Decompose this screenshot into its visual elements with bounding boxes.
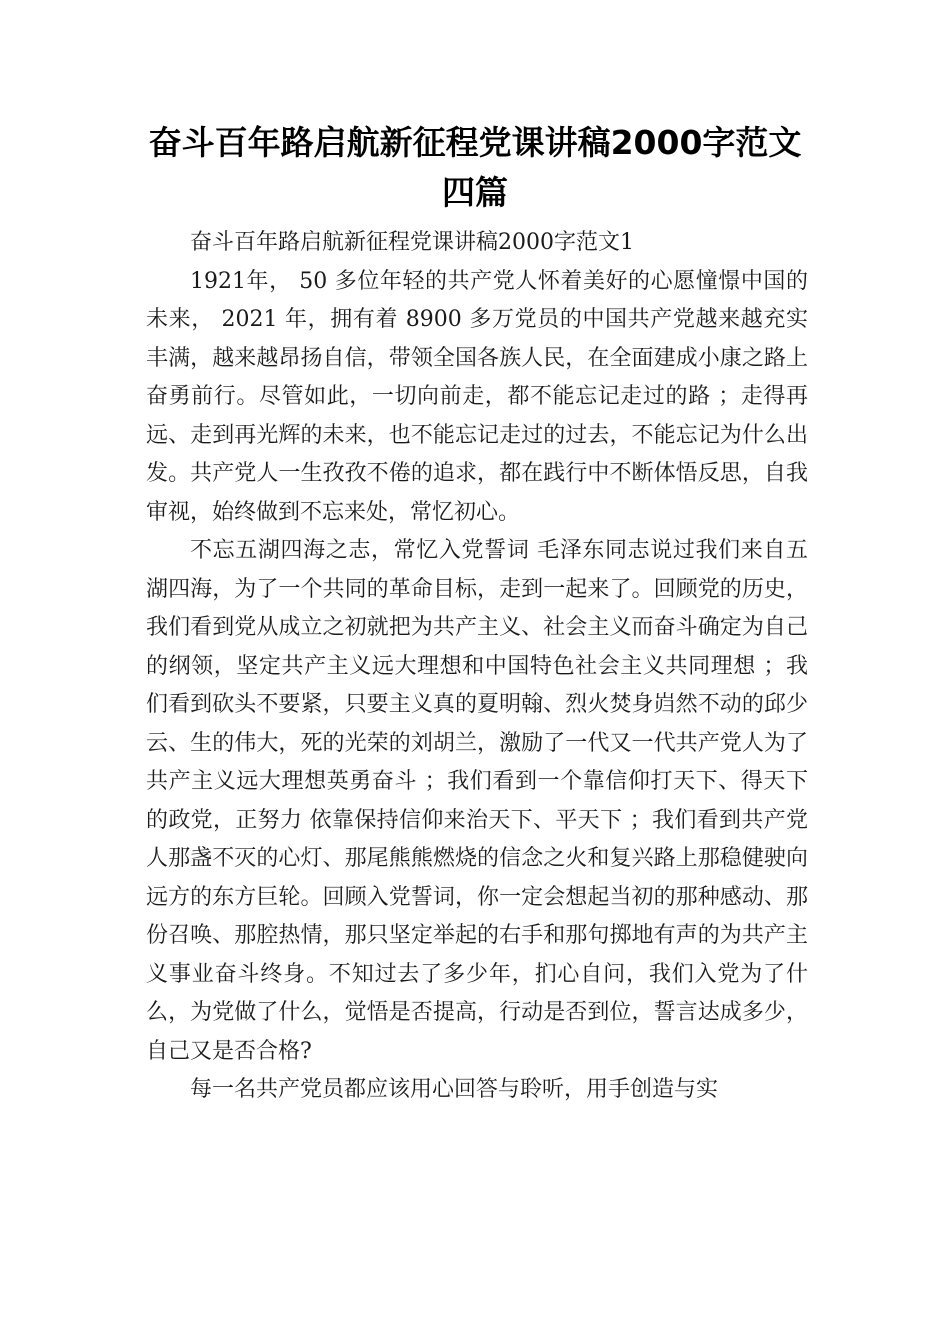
paragraph-1: 1921年， 50 多位年轻的共产党人怀着美好的心愿憧憬中国的未来， 2021 年，拥有着 8900 多万党员的中国共产党越来越充实丰满，越来越昂扬自信，带领全国各族人民，在全面建成小康之路上奋勇前行。尽管如此，一切向前走，都不能忘记走过的路 ；走得再远、走到再光辉的未来，也不能忘记走过的过去，不能忘记为什么出发。共产党人一生孜孜不倦的追求，都在践行中不断体悟反思，自我审视，始终做到不忘来处，常忆初心。 <box>146 268 808 525</box>
paragraph-2: 不忘五湖四海之志，常忆入党誓词 毛泽东同志说过我们来自五湖四海，为了一个共同的革命目标，走到一起来了。回顾党的历史，我们看到党从成立之初就把为共产主义、社会主义而奋斗确定为自己的纲领，坚定共产主义远大理想和中国特色社会主义共同理想 ；我们看到砍头不要紧，只要主义真的夏明翰、烈火焚身岿然不动的邱少云、生的伟大，死的光荣的刘胡兰，激励了一代又一代共产党人为了共产主义远大理想英勇奋斗 ；我们看到一个靠信仰打天下、得天下的政党，正努力 依靠保持信仰来治天下、平天下 ；我们看到共产党人那盏不灭的心灯、那尾熊熊燃烧的信念之火和复兴路上那稳健驶向远方的东方巨轮。回顾入党誓词，你一定会想起当初的那种感动、那份召唤、那腔热情，那只坚定举起的右手和那句掷地有声的为共产主义事业奋斗终身。不知过去了多少年，扪心自问，我们入党为了什么，为党做了什么，觉悟是否提高，行动是否到位，誓言达成多少，自己又是否合格? <box>146 538 808 1064</box>
paragraph-subtitle: 奋斗百年路启航新征程党课讲稿2000字范文1 <box>190 230 634 255</box>
document-title: 奋斗百年路启航新征程党课讲稿2000字范文四篇 <box>148 123 802 212</box>
paragraph-3: 每一名共产党员都应该用心回答与聆听，用手创造与实 <box>190 1077 719 1102</box>
document-body <box>146 224 808 1110</box>
